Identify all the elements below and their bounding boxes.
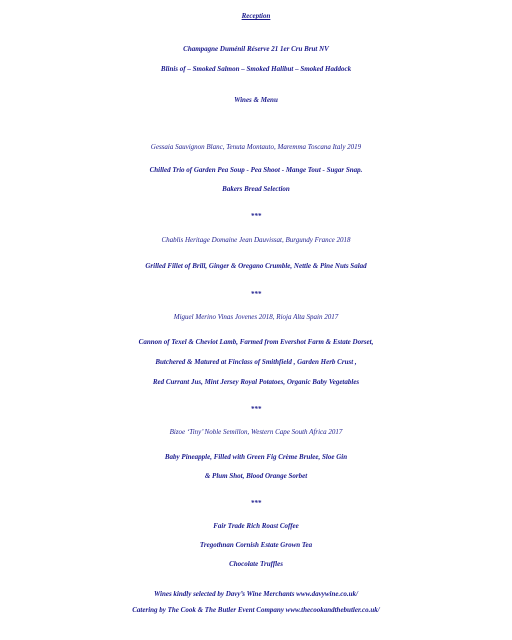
course-4-wine: Bizoe ‘Tiny’ Noble Semillon, Western Cape South Africa 2017 <box>169 428 343 436</box>
course-3-dish-line-2: Butchered & Matured at Finclass of Smithfield , Garden Herb Crust , <box>155 358 357 366</box>
course-2-dish-line-1: Grilled Fillet of Brill, Ginger & Oregano Crumble, Nettle & Pine Nuts Salad <box>145 262 367 270</box>
closing-coffee: Fair Trade Rich Roast Coffee <box>213 522 299 530</box>
closing-truffles: Chocolate Truffles <box>229 560 283 568</box>
course-1-wine: Gessaia Sauvignon Blanc, Tenuta Montauto, Maremma Toscana Italy 2019 <box>150 143 362 151</box>
course-3-wine: Miguel Merino Vinas Jovenes 2018, Rioja Alta Spain 2017 <box>173 313 339 321</box>
course-separator: *** <box>250 499 262 507</box>
course-4-dish-line-2: & Plum Shot, Blood Orange Sorbet <box>204 472 308 480</box>
footer-catering-credit: Catering by The Cook & The Butler Event Company www.thecookandthebutler.co.uk/ <box>132 606 380 614</box>
course-3-dish-line-1: Cannon of Texel & Cheviot Lamb, Farmed from Evershot Farm & Estate Dorset, <box>138 338 374 346</box>
footer-wines-credit: Wines kindly selected by Davy’s Wine Merchants www.davywine.co.uk/ <box>154 590 358 598</box>
closing-tea: Tregothnan Cornish Estate Grown Tea <box>199 541 313 549</box>
course-1-dish-line-2: Bakers Bread Selection <box>222 185 290 193</box>
reception-champagne: Champagne Duménil Réserve 21 1er Cru Brut NV <box>183 45 329 53</box>
course-4-dish-line-1: Baby Pineapple, Filled with Green Fig Crème Brulee, Sloe Gin <box>164 453 348 461</box>
course-separator: *** <box>250 212 262 220</box>
reception-heading: Reception <box>241 12 271 20</box>
course-separator: *** <box>250 290 262 298</box>
reception-canapes: Blinis of – Smoked Salmon – Smoked Halibut – Smoked Haddock <box>160 65 352 73</box>
course-3-dish-line-3: Red Currant Jus, Mint Jersey Royal Potatoes, Organic Baby Vegetables <box>152 378 360 386</box>
page-title: Wines & Menu <box>234 96 278 104</box>
course-2-wine: Chablis Heritage Domaine Jean Dauvissat, Burgundy France 2018 <box>161 236 351 244</box>
course-separator: *** <box>250 405 262 413</box>
course-1-dish-line-1: Chilled Trio of Garden Pea Soup - Pea Shoot - Mange Tout - Sugar Snap. <box>149 166 363 174</box>
